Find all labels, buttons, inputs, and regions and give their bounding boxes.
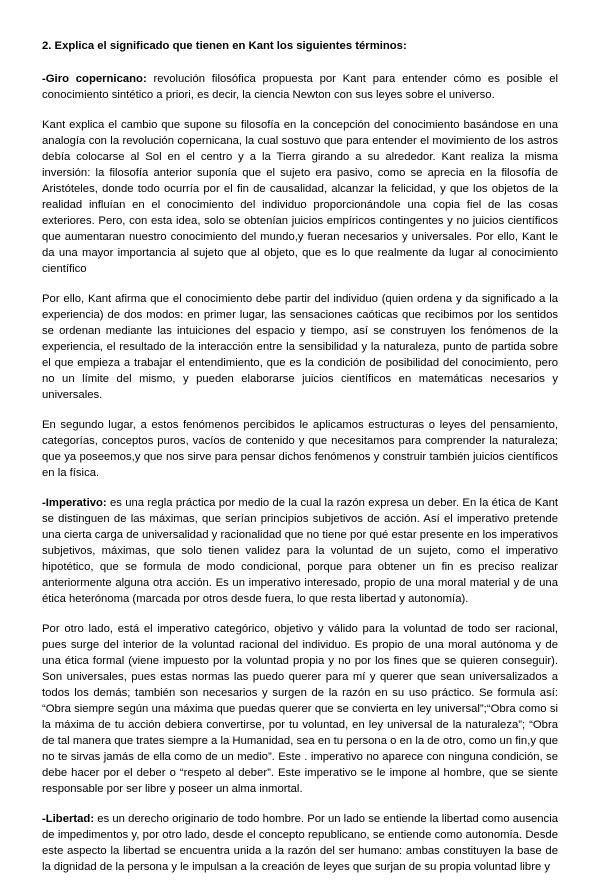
definition-text: revolución filosófica propuesta por Kant para entender cómo es posible el conocimiento sintético a priori, es decir, la ciencia Newton con sus leyes sobre el universo.: [42, 73, 559, 101]
paragraph: Por otro lado, está el imperativo categórico, objetivo y válido para la voluntad de todo ser racional, pues surge del interior de la voluntad racional del individuo. Es propio de una moral autónoma y de una ética formal (viene impuesto por la voluntad propia y no por los fines que se quieren conseguir). Son universales, pues estas normas las puedo querer para mí y querer que sean universalizados a todos los demás; también son necesarios y surgen de la razón en su uso práctico. Se formula así: “Obra siempre según una máxima que puedas querer que se convierta en ley universal”;“Obra como si la máxima de tu acción debiera convertirse, por tu voluntad, en ley universal de la naturaleza”; “Obra de tal manera que trates siempre a la Humanidad, sea en tu persona o en la de otro, como un fin,y que no te sirvas jamás de ella como de un medio”. Este . imperativo no aparece con ninguna condición, se debe hacer por el deber o “respeto al deber”. Este imperativo se le impone al hombre, que se siente responsable por ser libre y poseer un alma inmortal.: [42, 623, 558, 795]
imperativo-definition: [42, 495, 558, 607]
paragraph: Por ello, Kant afirma que el conocimiento debe partir del individuo (quien ordena y da significado a la experiencia) de dos modos: en primer lugar, las sensaciones caóticas que recibimos por los sentidos se ordenan mediante las intuiciones del espacio y tiempo, así se construyen los fenómenos de la experiencia, el resultado de la interacción entre la sensibilidad y la naturaleza, punto de partida sobre el que empieza a trabajar el entendimiento, que es la condición de posibilidad del conocimiento, pero no un límite del mismo, y pueden elaborarse juicios científicos en matemáticas necesarios y universales.: [42, 293, 558, 401]
question-heading: 2. Explica el significado que tienen en Kant los siguientes términos:: [42, 40, 407, 52]
libertad-definition: [42, 811, 558, 875]
term-imperativo: -Imperativo:: [42, 497, 107, 509]
term-giro-copernicano: -Giro copernicano:: [42, 73, 147, 85]
definition-text: es una regla práctica por medio de la cual la razón expresa un deber. En la ética de Kant se distinguen de las máximas, que serían principios subjetivos de acción. Así el imperativo pretende una cierta carga de universalidad y racionalidad que no tiene por qué estar presente en los imperativos subjetivos, máximas, que solo tienen validez para la voluntad de un sujeto, como el imperativo hipotético, que se formula de modo condicional, porque para obtener un fin es preciso realizar anteriormente alguna otra acción. Es un imperativo interesado, propio de una moral material y de una ética heterónoma (marcada por otros desde fuera, lo que resta libertad y autonomía).: [42, 497, 558, 605]
term-libertad: -Libertad:: [42, 813, 95, 825]
paragraph: Kant explica el cambio que supone su filosofía en la concepción del conocimiento basándose en una analogía con la revolución copernicana, la cual sostuvo que para entender el movimiento de los astros debía colocarse al Sol en el centro y a la Tierra girando a su alrededor. Kant realiza la misma inversión: la filosofía anterior suponía que el sujeto era pasivo, como se aprecia en la filosofía de Aristóteles, donde todo ocurría por el fin de causalidad, alcanzar la felicidad, y que los objetos de la realidad influían en el conocimiento del individuo proporcionándole una copia fiel de las cosas exteriores. Pero, con esta idea, solo se obtenían juicios empíricos contingentes y no juicios científicos que aumentaran nuestro conocimiento del mundo,y fueran necesarios y universales. Por ello, Kant le da una mayor importancia al sujeto que al objeto, que es lo que realmente da lugar al conocimiento científico: [42, 119, 558, 275]
giro-copernicano-definition: [42, 71, 558, 103]
document-body: [42, 38, 558, 889]
paragraph: En segundo lugar, a estos fenómenos percibidos le aplicamos estructuras o leyes del pensamiento, categorías, conceptos puros, vacíos de contenido y que necesitamos para comprender la naturaleza; que ya poseemos,y que nos sirve para pensar dichos fenómenos y construir también juicios científicos en la física.: [42, 419, 558, 479]
definition-text: es un derecho originario de todo hombre. Por un lado se entiende la libertad como ausencia de impedimentos y, por otro lado, desde el concepto republicano, se entiende como autonomía. Desde este aspecto la libertad se encuentra unida a la razón del ser humano: ambas constituyen la base de la dignidad de la persona y le impulsan a la creación de leyes que surjan de su propia voluntad libre y: [42, 813, 558, 873]
